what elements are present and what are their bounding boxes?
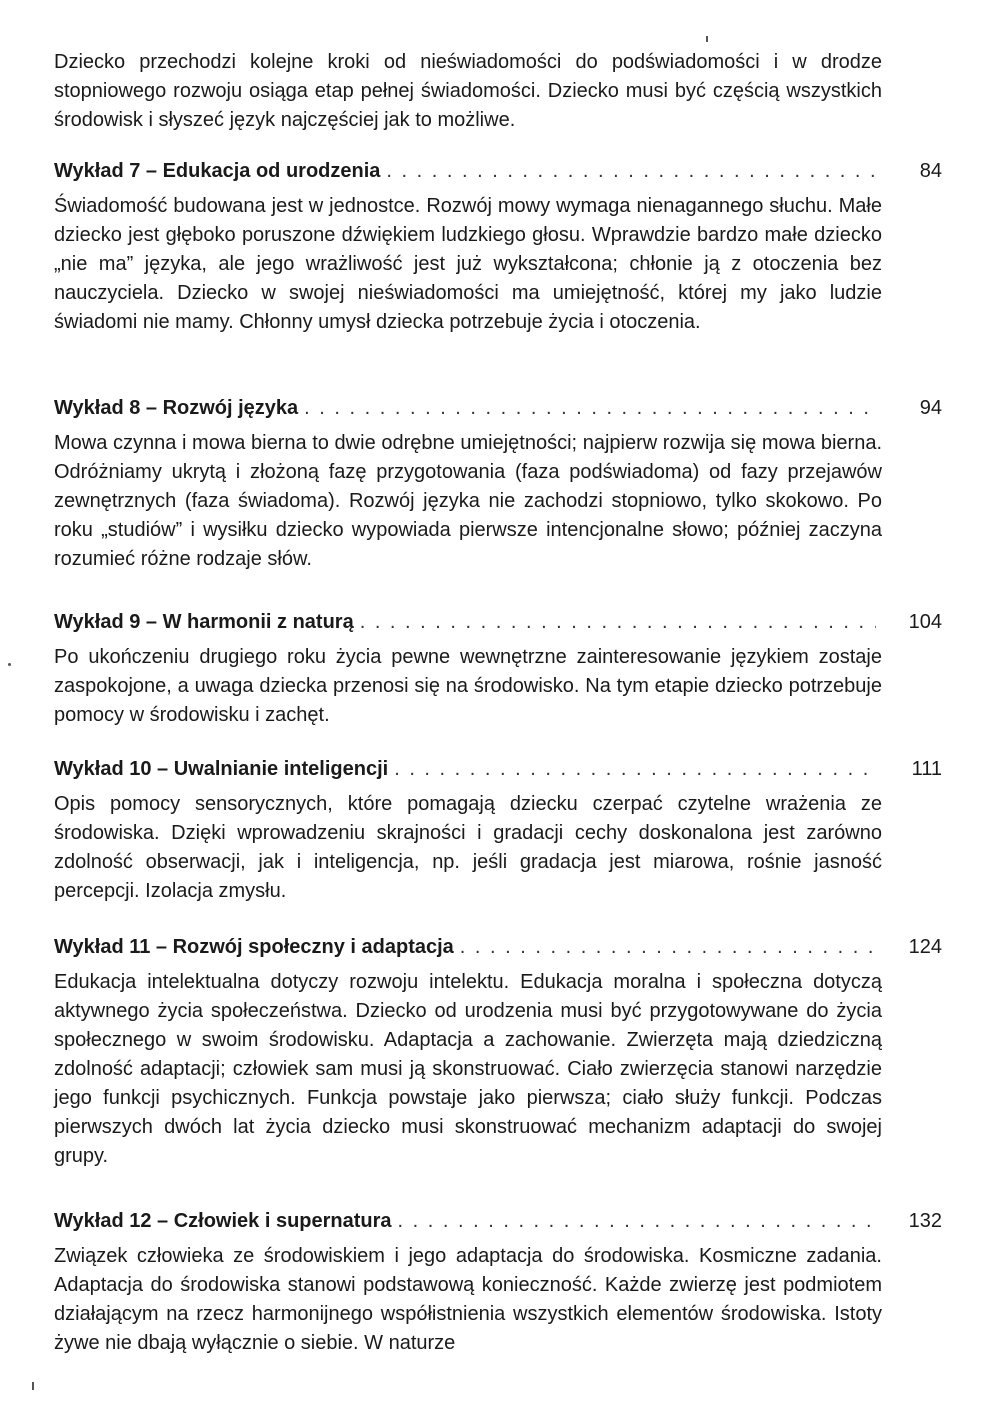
scan-speck <box>8 663 11 666</box>
toc-entry-title: Wykład 8 – Rozwój języka <box>54 397 299 419</box>
toc-entry-heading <box>54 397 942 427</box>
toc-entry-title: Wykład 11 – Rozwój społeczny i adaptacja <box>54 936 454 958</box>
toc-entry <box>54 397 942 574</box>
toc-entry-description: Edukacja intelektualna dotyczy rozwoju intelektu. Edukacja moralna i społeczna dotyczą aktywnego życia społeczeństwa. Dziecko od urodzenia musi być przygotowywane do życia społecznego w swoim środowisku. Adaptacja a zachowanie. Zwierzęta mają dziedziczną zdolność adaptacji; człowiek sam musi ją skonstruować. Ciało zwierzęcia stanowi narzędzie jego funkcji psychicznych. Funkcja powstaje jako pierwsza; ciało służy funkcji. Podczas pierwszych dwóch lat życia dziecko musi skonstruować mechanizm adaptacji do swojej grupy. <box>54 971 882 1167</box>
toc-entry-page: 111 <box>911 758 942 780</box>
toc-entry-description: Mowa czynna i mowa bierna to dwie odrębne umiejętności; najpierw rozwija się mowa bierna. Odróżniamy ukrytą i złożoną fazę przygotowania (faza podświadoma) od fazy przejawów zewnętrznych (faza świadoma). Rozwój języka nie zachodzi stopniowo, tylko skokowo. Po roku „studiów” i wysiłku dziecko wypowiada pierwsze intencjonalne słowo; później zaczyna rozumieć różne rodzaje słów. <box>54 432 882 570</box>
toc-entry <box>54 936 942 1171</box>
toc-entry-page: 124 <box>908 936 942 958</box>
toc-entry-description: Związek człowieka ze środowiskiem i jego adaptacja do środowiska. Kosmiczne zadania. Adaptacja do środowiska stanowi podstawową konieczność. Każde zwierzę jest podmiotem działającym na rzecz harmonijnego współistnienia wszystkich elementów środowiska. Istoty żywe nie dbają wyłącznie o siebie. W naturze <box>54 1245 882 1354</box>
dot-leader <box>360 611 876 634</box>
toc-entry-title: Wykład 9 – W harmonii z naturą <box>54 611 354 633</box>
toc-entry-heading <box>54 611 942 641</box>
toc-entry <box>54 1210 942 1358</box>
dot-leader <box>394 758 876 781</box>
toc-entry-page: 132 <box>908 1210 942 1232</box>
toc-entry-page: 104 <box>908 611 942 633</box>
toc-entry-description: Opis pomocy sensorycznych, które pomagają dziecku czerpać czytelne wrażenia ze środowiska. Dzięki wprowadzeniu skrajności i gradacji cechy doskonalona jest zarówno zdolność obserwacji, jak i inteligencja, np. jeśli gradacja jest miarowa, rośnie jasność percepcji. Izolacja zmysłu. <box>54 793 882 902</box>
dot-leader <box>304 397 876 420</box>
toc-entry-heading <box>54 1210 942 1240</box>
toc-entry-heading <box>54 758 942 788</box>
toc-entry <box>54 160 942 337</box>
dot-leader <box>398 1210 876 1233</box>
toc-entry-page: 84 <box>919 160 942 182</box>
dot-leader <box>460 936 876 959</box>
toc-entry-page: 94 <box>919 397 942 419</box>
toc-entry-heading <box>54 936 942 966</box>
dot-leader <box>386 160 876 183</box>
toc-entry-description: Świadomość budowana jest w jednostce. Rozwój mowy wymaga nienagannego słuchu. Małe dziecko jest głęboko poruszone dźwiękiem ludzkiego głosu. Wprawdzie bardzo małe dziecko „nie ma” języka, ale jego wrażliwość jest już wykształcona; chłonie ją z otoczenia bez nauczyciela. Dziecko w swojej nieświadomości ma umiejętność, której my jako ludzie świadomi nie mamy. Chłonny umysł dziecka potrzebuje życia i otoczenia. <box>54 195 882 333</box>
toc-entry-title: Wykład 10 – Uwalnianie inteligencji <box>54 758 389 780</box>
toc-entry-title: Wykład 7 – Edukacja od urodzenia <box>54 160 381 182</box>
scan-speck <box>706 36 708 42</box>
toc-entry <box>54 611 942 730</box>
intro-paragraph: Dziecko przechodzi kolejne kroki od nieświadomości do podświadomości i w drodze stopniowego rozwoju osiąga etap pełnej świadomości. Dziecko musi być częścią wszystkich środowisk i słyszeć język najczęściej jak to możliwe. <box>54 51 882 131</box>
toc-entry-title: Wykład 12 – Człowiek i supernatura <box>54 1210 392 1232</box>
toc-entry-description: Po ukończeniu drugiego roku życia pewne wewnętrzne zainteresowanie językiem zostaje zaspokojone, a uwaga dziecka przenosi się na środowisko. Na tym etapie dziecko potrzebuje pomocy w środowisku i zachęt. <box>54 646 882 726</box>
toc-entry-heading <box>54 160 942 190</box>
scan-speck <box>32 1382 34 1390</box>
toc-entry <box>54 758 942 906</box>
